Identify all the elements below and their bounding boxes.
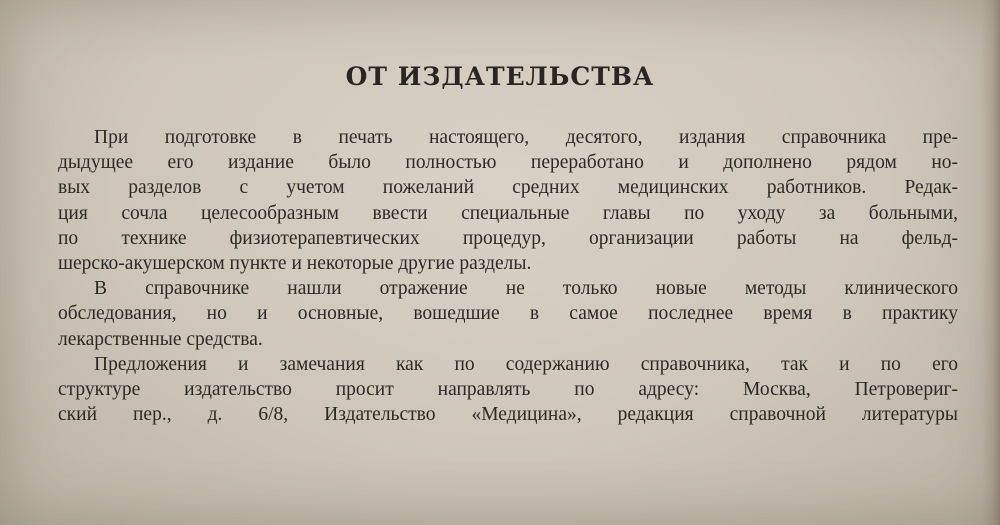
paragraph-3 [58, 352, 958, 428]
text-line: ский пер., д. 6/8, Издательство «Медицина», редакция справочной литературы [58, 404, 958, 426]
text-line: Предложения и замечания как по содержанию справочника, так и по его [94, 353, 958, 375]
text-line: лекарственные средства. [58, 328, 263, 350]
body-text [58, 125, 958, 427]
text-line: по технике физиотерапевтических процедур, организации работы на фельд- [58, 227, 958, 249]
paragraph-1 [58, 125, 958, 276]
text-line: дыдущее его издание было полностью переработано и дополнено рядом но- [58, 152, 958, 174]
text-line: ция сочла целесообразным ввести специальные главы по уходу за больными, [58, 202, 958, 224]
page-title: ОТ ИЗДАТЕЛЬСТВА [345, 62, 655, 91]
text-line: вых разделов с учетом пожеланий средних медицинских работников. Редак- [58, 177, 958, 199]
paragraph-2 [58, 276, 958, 352]
text-line: обследования, но и основные, вошедшие в самое последнее время в практику [58, 303, 958, 325]
page-edge-shadow [982, 0, 1000, 525]
text-line: При подготовке в печать настоящего, десятого, издания справочника пре- [94, 127, 958, 148]
text-line: шерско-акушерском пункте и некоторые другие разделы. [58, 252, 532, 274]
text-line: В справочнике нашли отражение не только новые методы клинического [94, 278, 958, 300]
text-line: структуре издательство просит направлять по адресу: Москва, Петровериг- [58, 378, 958, 400]
